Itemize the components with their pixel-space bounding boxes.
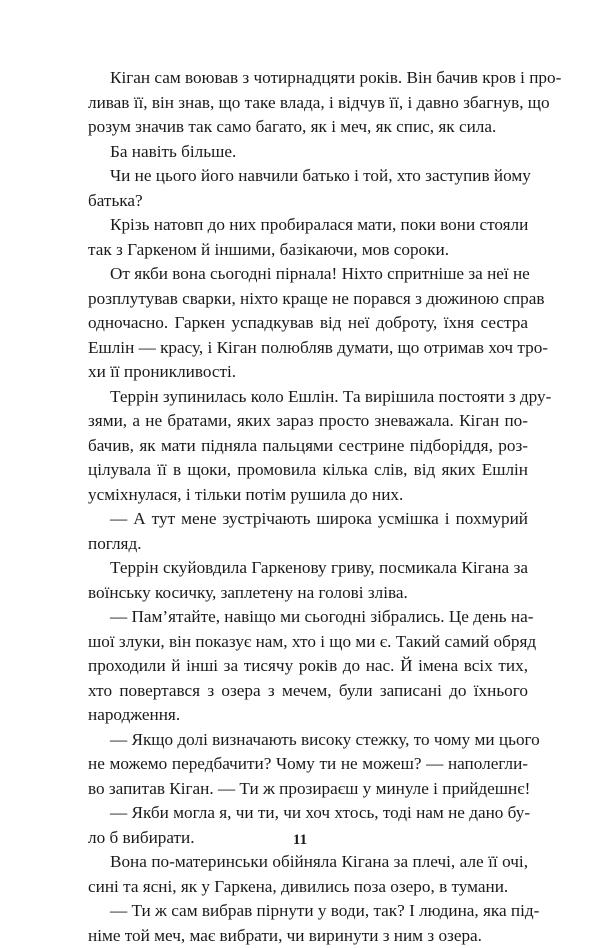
text-line: так з Гаркеном й іншими, базікаючи, мов сороки.	[88, 238, 528, 263]
paragraph	[88, 556, 528, 605]
paragraph	[88, 507, 528, 556]
text-line: цілувала її в щоки, промовила кілька слів, від яких Ешлін	[88, 458, 528, 483]
paragraph	[88, 605, 528, 728]
paragraph	[88, 850, 528, 899]
text-line: — Якщо долі визначають високу стежку, то чому ми цього	[88, 728, 528, 753]
text-line: ливав її, він знав, що таке влада, і відчув її, і давно збагнув, що	[88, 91, 528, 116]
text-line: Ешлін — красу, і Кіган полюбляв думати, що отримав хоч тро-	[88, 336, 528, 361]
text-line: усміхнулася, і тільки потім рушила до них.	[88, 483, 528, 508]
paragraph	[88, 262, 528, 385]
paragraph	[88, 899, 528, 948]
text-line: Крізь натовп до них пробиралася мати, поки вони стояли	[88, 213, 528, 238]
paragraph	[88, 213, 528, 262]
text-line: німе той меч, має вибрати, чи виринути з ним з озера.	[88, 924, 528, 948]
text-line: батька?	[88, 189, 528, 214]
text-line: Ба навіть більше.	[88, 140, 528, 165]
text-line: хто повертався з озера з мечем, були записані до їхнього	[88, 679, 528, 704]
text-line: не можемо передбачити? Чому ти не можеш? — наполегли-	[88, 752, 528, 777]
text-line: одночасно. Гаркен успадкував від неї доброту, їхня сестра	[88, 311, 528, 336]
text-line: Вона по-материнськи обійняла Кігана за плечі, але її очі,	[88, 850, 528, 875]
text-line: народження.	[88, 703, 528, 728]
paragraph	[88, 164, 528, 213]
paragraph	[88, 385, 528, 508]
text-line: хи її проникливості.	[88, 360, 528, 385]
text-line: зями, а не братами, яких зараз просто зневажала. Кіган по-	[88, 409, 528, 434]
text-line: От якби вона сьогодні пірнала! Ніхто спритніше за неї не	[88, 262, 528, 287]
text-line: ло б вибирати.	[88, 826, 528, 851]
text-line: — Пам’ятайте, навіщо ми сьогодні зібрались. Це день на-	[88, 605, 528, 630]
text-line: Кіган сам воював з чотирнадцяти років. Він бачив кров і про-	[88, 66, 528, 91]
text-line: Чи не цього його навчили батько і той, хто заступив йому	[88, 164, 528, 189]
text-line: розум значив так само багато, як і меч, як спис, як сила.	[88, 115, 528, 140]
text-line: во запитав Кіган. — Ти ж прозираєш у минуле і прийдешнє!	[88, 777, 528, 802]
text-line: шої злуки, він показує нам, хто і що ми є. Такий самий обряд	[88, 630, 528, 655]
paragraph	[88, 728, 528, 802]
text-line: — Якби могла я, чи ти, чи хоч хтось, тоді нам не дано бу-	[88, 801, 528, 826]
text-line: бачив, як мати підняла пальцями сестрине підборіддя, роз-	[88, 434, 528, 459]
text-line: сині та ясні, як у Гаркена, дивились поза озеро, в тумани.	[88, 875, 528, 900]
text-line: — А тут мене зустрічають широка усмішка і похмурий	[88, 507, 528, 532]
text-line: — Ти ж сам вибрав пірнути у води, так? І людина, яка під-	[88, 899, 528, 924]
text-line: розплутував сварки, ніхто краще не порався з дюжиною справ	[88, 287, 528, 312]
text-line: погляд.	[88, 532, 528, 557]
page-number: 11	[0, 832, 600, 849]
text-line: Террін зупинилась коло Ешлін. Та вирішила постояти з дру-	[88, 385, 528, 410]
paragraph	[88, 140, 528, 165]
text-line: воїнську косичку, заплетену на голові зліва.	[88, 581, 528, 606]
paragraph	[88, 66, 528, 140]
text-line: проходили й інші за тисячу років до нас. Й імена всіх тих,	[88, 654, 528, 679]
text-line: Террін скуйовдила Гаркенову гриву, посмикала Кігана за	[88, 556, 528, 581]
body-text	[88, 66, 528, 948]
